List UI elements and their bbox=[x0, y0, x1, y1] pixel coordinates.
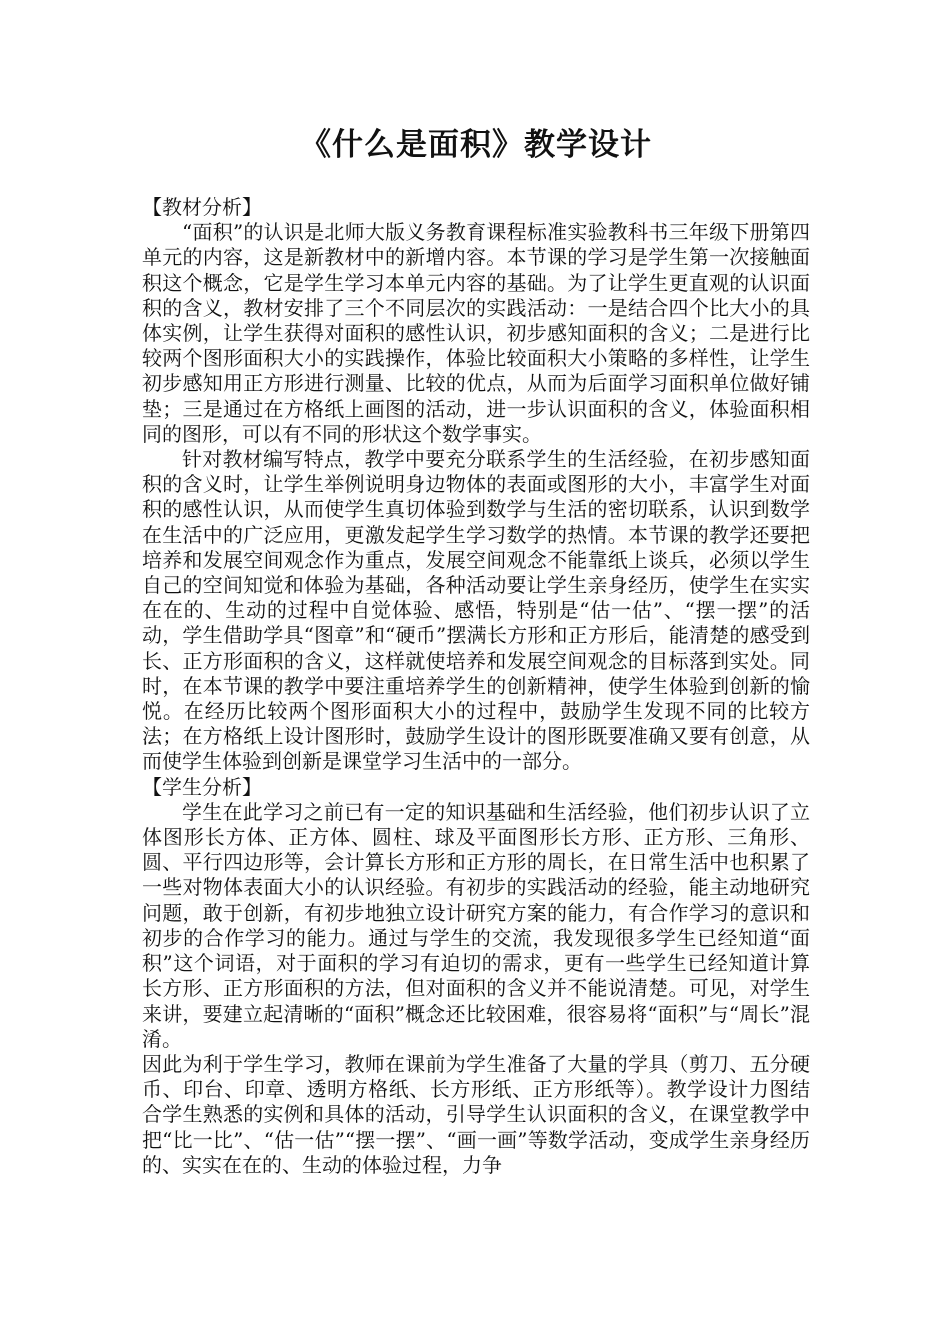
section-student-analysis bbox=[142, 775, 810, 1178]
paragraph: 因此为利于学生学习，教师在课前为学生准备了大量的学具（剪刀、五分硬币、印台、印章、透明方格纸、长方形纸、正方形纸等）。教学设计力图结合学生熟悉的实例和具体的活动，引导学生认识面积的含义，在课堂教学中把“比一比”、“估一估”“摆一摆”、“画一画”等数学活动，变成学生亲身经历的、实实在在的、生动的体验过程，力争 bbox=[142, 1051, 810, 1177]
document-title: 《什么是面积》教学设计 bbox=[300, 127, 652, 163]
paragraph: 学生在此学习之前已有一定的知识基础和生活经验，他们初步认识了立体图形长方体、正方体、圆柱、球及平面图形长方形、正方形、三角形、圆、平行四边形等，会计算长方形和正方形的周长，在日常生活中也积累了一些对物体表面大小的认识经验。有初步的实践活动的经验，能主动地研究问题，敢于创新，有初步地独立设计研究方案的能力，有合作学习的意识和初步的合作学习的能力。通过与学生的交流，我发现很多学生已经知道“面积”这个词语，对于面积的学习有迫切的需求，更有一些学生已经知道计算长方形、正方形面积的方法，但对面积的含义并不能说清楚。可见，对学生来讲，要建立起清晰的“面积”概念还比较困难，很容易将“面积”与“周长”混淆。 bbox=[142, 799, 810, 1051]
section-heading-student-analysis: 【学生分析】 bbox=[142, 774, 262, 799]
section-heading-textbook-analysis: 【教材分析】 bbox=[142, 195, 262, 219]
document-page bbox=[142, 125, 810, 1178]
paragraph: 针对教材编写特点，教学中要充分联系学生的生活经验，在初步感知面积的含义时，让学生举例说明身边物体的表面或图形的大小，丰富学生对面积的感性认识，从而使学生真切体验到数学与生活的密切联系，认识到数学在生活中的广泛应用，更激发起学生学习数学的热情。本节课的教学还要把培养和发展空间观念作为重点，发展空间观念不能靠纸上谈兵，必须以学生自己的空间知觉和体验为基础，各种活动要让学生亲身经历，使学生在实实在在的、生动的过程中自觉体验、感悟，特别是“估一估”、“摆一摆”的活动，学生借助学具“图章”和“硬币”摆满长方形和正方形后，能清楚的感受到长、正方形面积的含义，这样就使培养和发展空间观念的目标落到实处。同时，在本节课的教学中要注重培养学生的创新精神，使学生体验到创新的愉悦。在经历比较两个图形面积大小的过程中，鼓励学生发现不同的比较方法；在方格纸上设计图形时，鼓励学生设计的图形既要准确又要有创意，从而使学生体验到创新是课堂学习生活中的一部分。 bbox=[142, 447, 810, 774]
section-textbook-analysis bbox=[142, 195, 810, 775]
paragraph: “面积”的认识是北师大版义务教育课程标准实验教科书三年级下册第四单元的内容，这是新教材中的新增内容。本节课的学习是学生第一次接触面积这个概念，它是学生学习本单元内容的基础。为了让学生更直观的认识面积的含义，教材安排了三个不同层次的实践活动：一是结合四个比大小的具体实例，让学生获得对面积的感性认识，初步感知面积的含义；二是进行比较两个图形面积大小的实践操作，体验比较面积大小策略的多样性，让学生初步感知用正方形进行测量、比较的优点，从而为后面学习面积单位做好铺垫；三是通过在方格纸上画图的活动，进一步认识面积的含义，体验面积相同的图形，可以有不同的形状这个数学事实。 bbox=[142, 220, 810, 446]
